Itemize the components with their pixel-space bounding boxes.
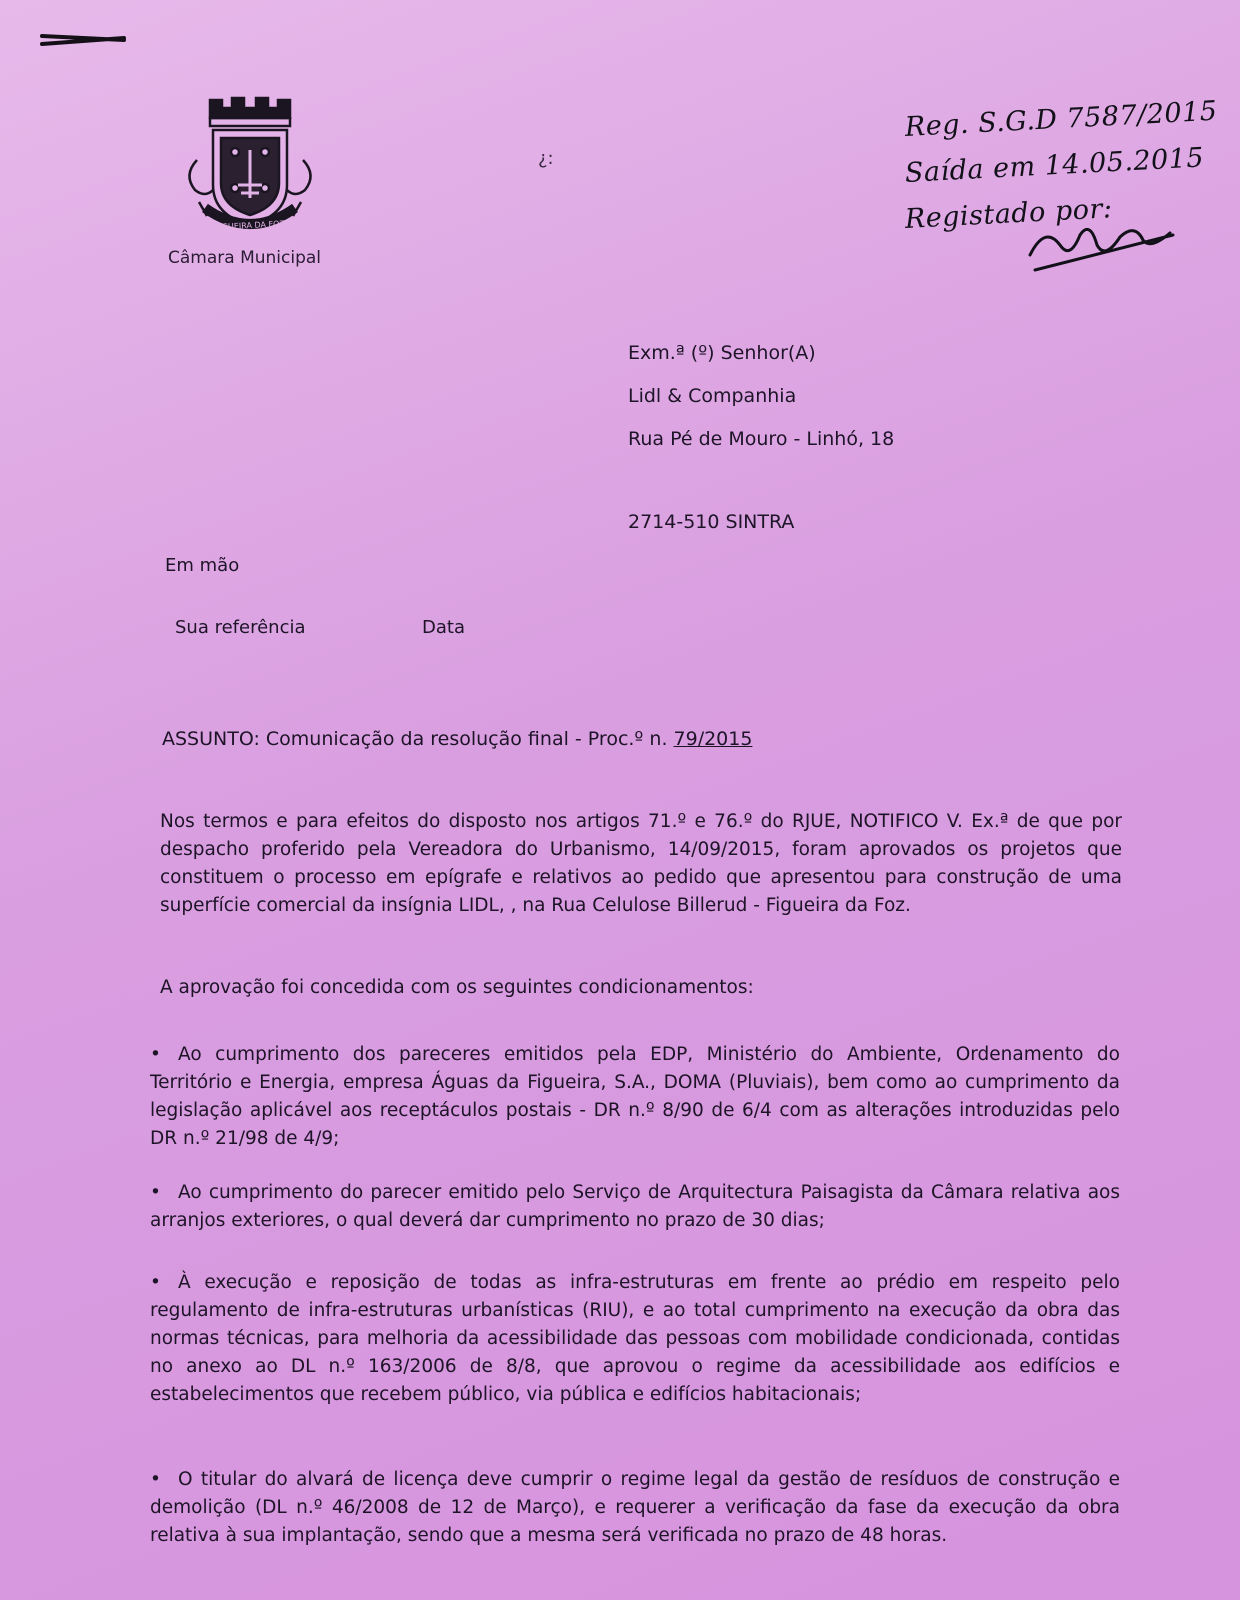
subject-line xyxy=(162,728,752,750)
date-label: Data xyxy=(422,617,465,638)
bullet-icon: • xyxy=(150,1272,161,1293)
your-reference-label: Sua referência xyxy=(175,617,306,638)
condition-text: Ao cumprimento do parecer emitido pelo Serviço de Arquitectura Paisagista da Câmara relativa aos arranjos exteriores, o qual deverá dar cumprimento no prazo de 30 dias; xyxy=(150,1182,1120,1231)
reference-row xyxy=(175,617,465,638)
coat-of-arms-icon xyxy=(175,90,325,240)
recipient-address xyxy=(628,332,894,544)
subject-text: ASSUNTO: Comunicação da resolução final - Proc.º n. xyxy=(162,728,668,750)
coat-of-arms-motto: FIGUEIRA DA FOZ xyxy=(214,219,286,232)
registry-line: Saída em 14.05.2015 xyxy=(904,142,1205,189)
pen-stroke-mark xyxy=(40,28,130,58)
bullet-icon: • xyxy=(150,1182,161,1203)
process-number: 79/2015 xyxy=(673,728,753,750)
registry-line: Reg. S.G.D 7587/2015 xyxy=(904,95,1219,143)
condition-text: À execução e reposição de todas as infra-estruturas em frente ao prédio em respeito pelo regulamento de infra-estruturas urbanísticas (RIU), e ao total cumprimento na execução da obra das normas técnicas, para melhoria da acessibilidade das pessoas com mobilidade condicionada, contidas no anexo ao DL n.º 163/2006 de 8/8, que aprovou o regime da acessibilidade aos edifícios e estabelecimentos que recebem público, via pública e edifícios habitacionais; xyxy=(150,1272,1120,1405)
recipient-salutation: Exm.ª (º) Senhor(A) xyxy=(628,342,816,364)
condition-item xyxy=(150,1179,1120,1235)
coat-of-arms xyxy=(170,90,330,240)
delivery-method: Em mão xyxy=(165,555,240,576)
stray-mark: ¿: xyxy=(538,148,554,169)
conditions-intro: A aprovação foi concedida com os seguintes condicionamentos: xyxy=(160,977,754,998)
recipient-postal-code: 2714-510 SINTRA xyxy=(628,511,795,533)
bullet-icon: • xyxy=(150,1044,161,1065)
condition-text: Ao cumprimento dos pareceres emitidos pela EDP, Ministério do Ambiente, Ordenamento do Território e Energia, empresa Águas da Figueira, S.A., DOMA (Pluviais), bem como ao cumprimento da legislação aplicável aos receptáculos postais - DR n.º 8/90 de 6/4 com as alterações introduzidas pelo DR n.º 21/98 de 4/9; xyxy=(150,1044,1120,1149)
notification-paragraph: Nos termos e para efeitos do disposto nos artigos 71.º e 76.º do RJUE, NOTIFICO V. Ex.ª de que por despacho proferido pela Vereadora do Urbanismo, 14/09/2015, foram aprovados os projetos que constituem o processo em epígrafe e relativos ao pedido que apresentou para construção de uma superfície comercial da insígnia LIDL, , na Rua Celulose Billerud - Figueira da Foz. xyxy=(160,811,1122,916)
registry-handwritten-note xyxy=(904,95,1219,243)
condition-item xyxy=(150,1269,1120,1409)
bullet-icon: • xyxy=(150,1469,161,1490)
letterhead-caption: Câmara Municipal xyxy=(168,248,322,268)
recipient-name: Lidl & Companhia xyxy=(628,385,797,407)
registry-line: Registado por: xyxy=(904,193,1114,235)
condition-text: O titular do alvará de licença deve cumprir o regime legal da gestão de resíduos de construção e demolição (DL n.º 46/2008 de 12 de Março), e requerer a verificação da fase da execução da obra relativa à sua implantação, sendo que a mesma será verificada no prazo de 48 horas. xyxy=(150,1469,1120,1546)
recipient-street: Rua Pé de Mouro - Linhó, 18 xyxy=(628,428,895,450)
condition-item xyxy=(150,1041,1120,1153)
signature-icon xyxy=(1025,215,1175,275)
condition-item xyxy=(150,1466,1120,1550)
